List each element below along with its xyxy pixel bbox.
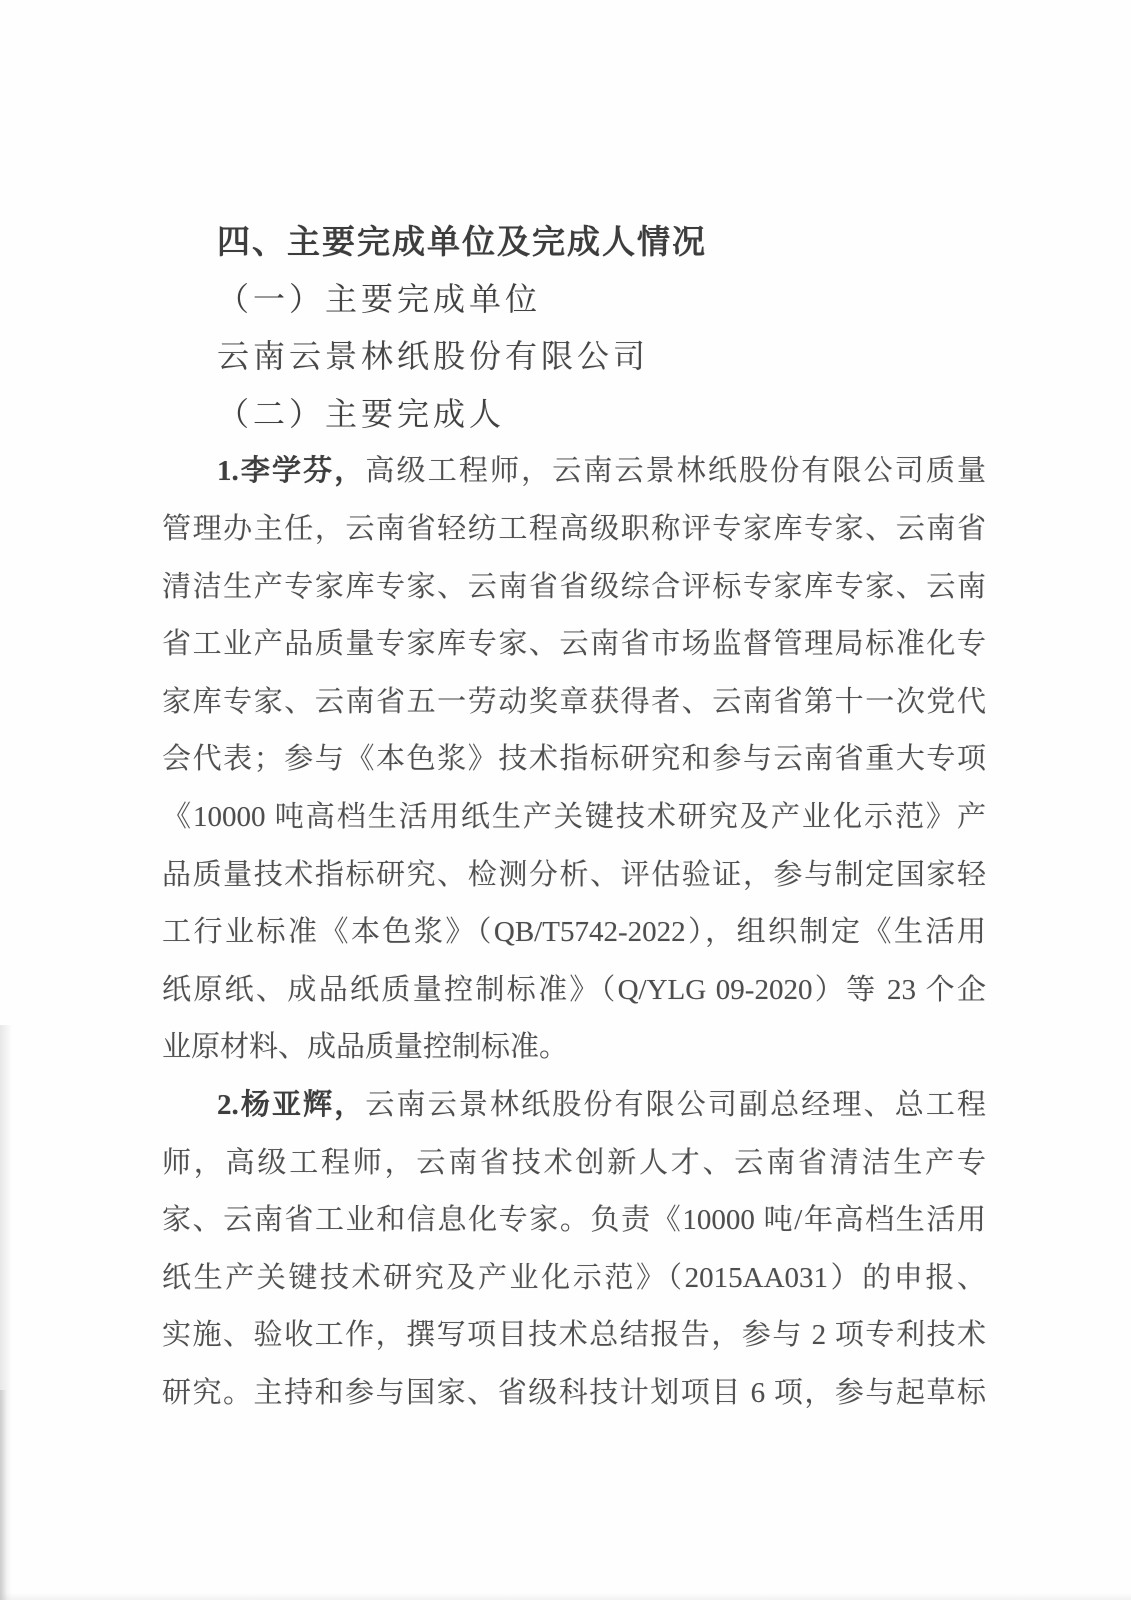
paragraph-line: 实施、验收工作，撰写项目技术总结报告，参与 2 项专利技术 [162, 1319, 986, 1352]
scan-edge-artifact [0, 1390, 7, 1600]
person-2-line [162, 1077, 986, 1135]
subsection-heading-2: （二）主要完成人 [217, 395, 506, 432]
line-text: 高级工程师，云南云景林纸股份有限公司质量 [365, 455, 986, 488]
person-name-bold: 1.李学芬， [217, 455, 366, 488]
paragraph-line: 会代表；参与《本色浆》技术指标研究和参与云南省重大专项 [162, 743, 986, 776]
paragraph-line: 业原材料、成品质量控制标准。 [162, 1031, 569, 1064]
paragraph-line: 管理办主任，云南省轻纺工程高级职称评专家库专家、云南省 [162, 512, 986, 545]
paragraph-line: 家、云南省工业和信息化专家。负责《10000 吨/年高档生活用 [162, 1204, 986, 1237]
person-1-line [162, 443, 986, 501]
paragraph-line: 工行业标准《本色浆》（QB/T5742-2022），组织制定《生活用 [162, 916, 986, 949]
person-name-bold: 2.杨亚辉， [217, 1088, 366, 1121]
paragraph-line: 《10000 吨高档生活用纸生产关键技术研究及产业化示范》产 [162, 800, 986, 833]
paragraph-line: 省工业产品质量专家库专家、云南省市场监督管理局标准化专 [162, 628, 986, 661]
document-body [162, 213, 986, 1422]
paragraph-line: 品质量技术指标研究、检测分析、评估验证，参与制定国家轻 [162, 858, 986, 891]
paragraph-line: 纸生产关键技术研究及产业化示范》（2015AA031）的申报、 [162, 1261, 986, 1294]
section-heading: 四、主要完成单位及完成人情况 [217, 223, 707, 260]
paragraph-line: 师，高级工程师，云南省技术创新人才、云南省清洁生产专 [162, 1146, 986, 1179]
paragraph-line: 纸原纸、成品纸质量控制标准》（Q/YLG 09-2020）等 23 个企 [162, 973, 986, 1006]
subsection-heading-1: （一）主要完成单位 [217, 280, 542, 317]
company-name: 云南云景林纸股份有限公司 [217, 338, 650, 375]
scan-edge-artifact [0, 1593, 1131, 1600]
paragraph-line: 清洁生产专家库专家、云南省省级综合评标专家库专家、云南 [162, 570, 986, 603]
line-text: 云南云景林纸股份有限公司副总经理、总工程 [365, 1088, 986, 1121]
paragraph-line: 家库专家、云南省五一劳动奖章获得者、云南省第十一次党代 [162, 685, 986, 718]
paragraph-line: 研究。主持和参与国家、省级科技计划项目 6 项，参与起草标 [162, 1376, 986, 1409]
